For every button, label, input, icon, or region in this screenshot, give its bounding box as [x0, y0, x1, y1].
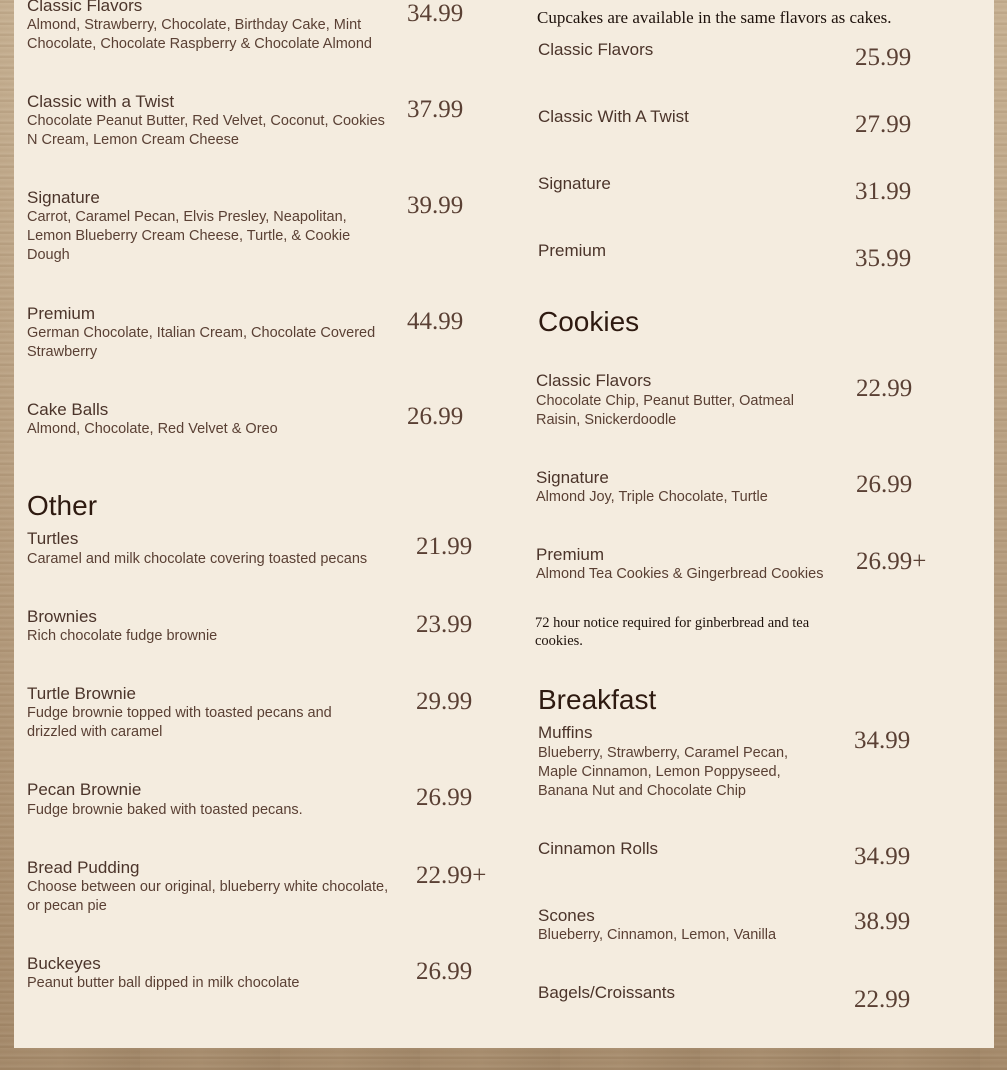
cake-balls-name: Cake Balls	[27, 400, 109, 419]
cake-signature-price: 39.99	[407, 192, 464, 219]
cupcake-twist-price: 27.99	[855, 111, 912, 138]
cake-twist-price: 37.99	[407, 96, 464, 123]
cinnamon-rolls-price: 34.99	[854, 843, 911, 870]
cake-signature-desc: Carrot, Caramel Pecan, Elvis Presley, Neapolitan, Lemon Blueberry Cream Cheese, Turtle, & Cookie Dough	[27, 209, 351, 263]
cake-classic-name: Classic Flavors	[27, 0, 143, 15]
cookie-classic-name: Classic Flavors	[536, 371, 652, 390]
cookie-classic-price: 22.99	[856, 375, 913, 402]
cupcake-premium-price: 35.99	[855, 245, 912, 272]
bread-pudding-name: Bread Pudding	[27, 858, 140, 877]
buckeyes-desc: Peanut butter ball dipped in milk chocolate	[27, 975, 300, 991]
cookie-signature-name: Signature	[536, 468, 609, 487]
bagels-name: Bagels/Croissants	[538, 983, 676, 1002]
cake-signature-name: Signature	[27, 188, 100, 207]
bread-pudding-price: 22.99+	[416, 862, 487, 889]
cupcake-signature-price: 31.99	[855, 178, 912, 205]
cookie-premium-price: 26.99+	[856, 548, 927, 575]
cookie-premium-desc: Almond Tea Cookies & Gingerbread Cookies	[536, 566, 824, 582]
cookie-signature-desc: Almond Joy, Triple Chocolate, Turtle	[536, 489, 768, 505]
turtle-brownie-name: Turtle Brownie	[27, 684, 136, 703]
turtles-price: 21.99	[416, 533, 473, 560]
brownies-desc: Rich chocolate fudge brownie	[27, 628, 218, 644]
brownies-name: Brownies	[27, 607, 97, 626]
cake-balls-price: 26.99	[407, 403, 464, 430]
cake-premium-name: Premium	[27, 304, 96, 323]
muffins-price: 34.99	[854, 727, 911, 754]
cookies-section-title: Cookies	[538, 306, 640, 337]
muffins-desc: Blueberry, Strawberry, Caramel Pecan, Maple Cinnamon, Lemon Poppyseed, Banana Nut and Chocolate Chip	[538, 745, 789, 799]
brownies-price: 23.99	[416, 611, 473, 638]
cupcake-signature-name: Signature	[538, 174, 611, 193]
other-section-title: Other	[27, 490, 98, 521]
cupcakes-note: Cupcakes are available in the same flavors as cakes.	[537, 8, 892, 27]
cookies-notice: 72 hour notice required for ginberbread and tea cookies.	[535, 615, 810, 649]
cupcake-classic-price: 25.99	[855, 44, 912, 71]
menu-panel	[14, 0, 994, 1048]
muffins-name: Muffins	[538, 723, 593, 742]
scones-price: 38.99	[854, 908, 911, 935]
turtle-brownie-price: 29.99	[416, 688, 473, 715]
cookie-signature-price: 26.99	[856, 471, 913, 498]
cake-premium-desc: German Chocolate, Italian Cream, Chocolate Covered Strawberry	[27, 325, 376, 360]
buckeyes-name: Buckeyes	[27, 954, 101, 973]
pecan-brownie-price: 26.99	[416, 784, 473, 811]
cinnamon-rolls-name: Cinnamon Rolls	[538, 839, 658, 858]
cookie-premium-name: Premium	[536, 545, 605, 564]
scones-desc: Blueberry, Cinnamon, Lemon, Vanilla	[538, 927, 777, 943]
cupcake-twist-name: Classic With A Twist	[538, 107, 689, 126]
cake-balls-desc: Almond, Chocolate, Red Velvet & Oreo	[27, 421, 278, 437]
cupcake-premium-name: Premium	[538, 241, 607, 260]
cake-premium-price: 44.99	[407, 308, 464, 335]
cookie-classic-desc: Chocolate Chip, Peanut Butter, Oatmeal Raisin, Snickerdoodle	[536, 393, 794, 428]
turtles-desc: Caramel and milk chocolate covering toasted pecans	[27, 551, 368, 567]
bread-pudding-desc: Choose between our original, blueberry white chocolate, or pecan pie	[27, 879, 389, 914]
cake-twist-desc: Chocolate Peanut Butter, Red Velvet, Coconut, Cookies N Cream, Lemon Cream Cheese	[27, 113, 385, 148]
cake-twist-name: Classic with a Twist	[27, 92, 175, 111]
pecan-brownie-name: Pecan Brownie	[27, 780, 142, 799]
pecan-brownie-desc: Fudge brownie baked with toasted pecans.	[27, 802, 303, 818]
cake-classic-desc: Almond, Strawberry, Chocolate, Birthday Cake, Mint Chocolate, Chocolate Raspberry & Chocolate Almond	[27, 17, 372, 52]
breakfast-section-title: Breakfast	[538, 684, 657, 715]
cake-classic-price: 34.99	[407, 0, 464, 27]
turtle-brownie-desc: Fudge brownie topped with toasted pecans and drizzled with caramel	[27, 705, 332, 740]
turtles-name: Turtles	[27, 529, 79, 548]
bagels-price: 22.99	[854, 986, 911, 1013]
scones-name: Scones	[538, 906, 595, 925]
cupcake-classic-name: Classic Flavors	[538, 40, 654, 59]
buckeyes-price: 26.99	[416, 958, 473, 985]
